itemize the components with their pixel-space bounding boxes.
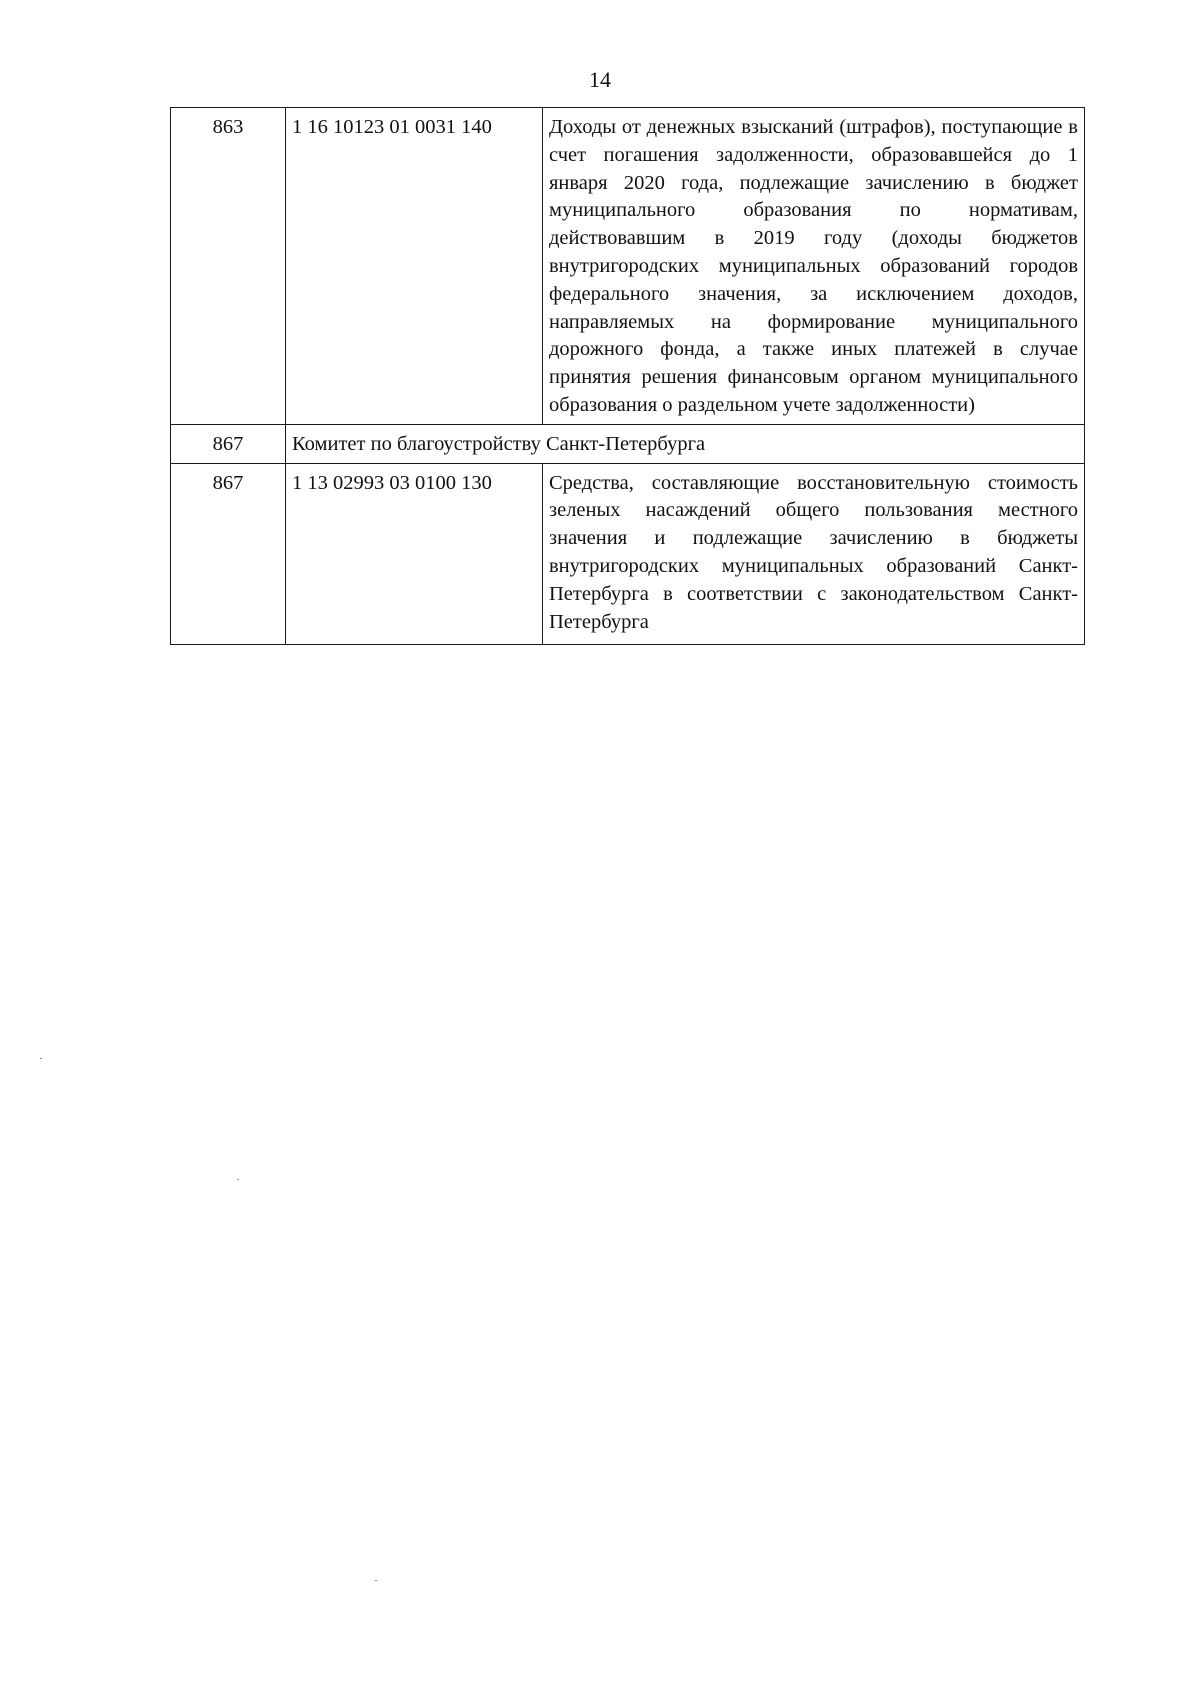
admin-code-cell: 867: [171, 463, 286, 645]
scan-speck: [40, 1058, 42, 1059]
income-code-cell: 1 13 02993 03 0100 130: [286, 463, 543, 645]
budget-income-table: [170, 107, 1085, 645]
income-code-cell: 1 16 10123 01 0031 140: [286, 108, 543, 425]
admin-code-cell: 863: [171, 108, 286, 425]
table-row: [171, 463, 1085, 645]
table-row-admin-heading: [171, 424, 1085, 463]
income-name-cell: Доходы от денежных взысканий (штрафов), поступающие в счет погашения задолженности, образовавшейся до 1 января 2020 года, подлежащие зачислению в бюджет муниципального образования по нормативам, действовавшим в 2019 году (доходы бюджетов внутригородских муниципальных образований городов федерального значения, за исключением доходов, направляемых на формирование муниципального дорожного фонда, а также иных платежей в случае принятия решения финансовым органом муниципального образования о раздельном учете задолженности): [543, 108, 1085, 425]
scan-speck: [375, 1580, 377, 1581]
table-row: [171, 108, 1085, 425]
income-name-cell: Средства, составляющие восстановительную стоимость зеленых насаждений общего пользования местного значения и подлежащие зачислению в бюджеты внутригородских муниципальных образований Санкт-Петербурга в соответствии с законодательством Санкт-Петербурга: [543, 463, 1085, 645]
scan-speck: [237, 1179, 239, 1180]
admin-name-cell: Комитет по благоустройству Санкт-Петербурга: [286, 424, 1085, 463]
admin-code-cell: 867: [171, 424, 286, 463]
page-number: 14: [589, 67, 611, 92]
